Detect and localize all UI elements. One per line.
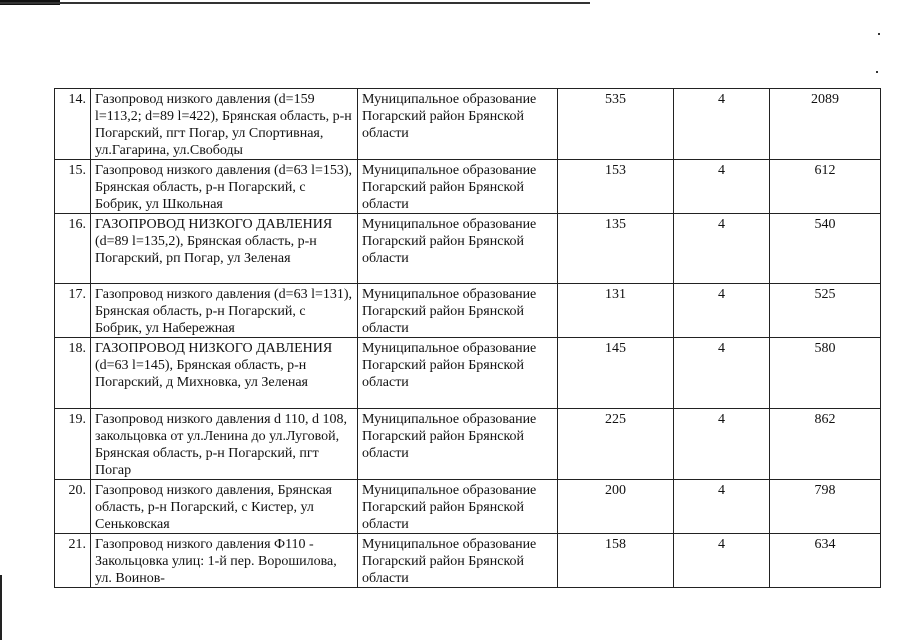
table-row — [55, 409, 881, 480]
total-value: 525 — [770, 284, 881, 338]
total-value: 540 — [770, 214, 881, 284]
owner-name: Муниципальное образование Погарский район Брянской области — [358, 160, 558, 214]
row-number: 20. — [55, 480, 91, 534]
scan-speck — [876, 71, 878, 73]
total-value: 612 — [770, 160, 881, 214]
object-name: ГАЗОПРОВОД НИЗКОГО ДАВЛЕНИЯ (d=63 l=145), Брянская область, р-н Погарский, д Михновка, ул Зеленая — [91, 338, 358, 409]
count-value: 4 — [674, 284, 770, 338]
scan-left-border — [0, 575, 2, 640]
count-value: 4 — [674, 160, 770, 214]
table-row — [55, 284, 881, 338]
row-number: 19. — [55, 409, 91, 480]
row-number: 21. — [55, 534, 91, 588]
row-number: 15. — [55, 160, 91, 214]
count-value: 4 — [674, 480, 770, 534]
length-value: 131 — [558, 284, 674, 338]
owner-name: Муниципальное образование Погарский район Брянской области — [358, 214, 558, 284]
length-value: 535 — [558, 89, 674, 160]
owner-name: Муниципальное образование Погарский район Брянской области — [358, 534, 558, 588]
length-value: 158 — [558, 534, 674, 588]
table-row — [55, 480, 881, 534]
table-row — [55, 534, 881, 588]
total-value: 798 — [770, 480, 881, 534]
object-name: Газопровод низкого давления Ф110 - Закольцовка улиц: 1-й пер. Ворошилова, ул. Воинов- — [91, 534, 358, 588]
row-number: 18. — [55, 338, 91, 409]
count-value: 4 — [674, 338, 770, 409]
scan-top-border — [0, 2, 590, 4]
object-name: Газопровод низкого давления (d=63 l=153), Брянская область, р-н Погарский, с Бобрик, ул Школьная — [91, 160, 358, 214]
row-number: 16. — [55, 214, 91, 284]
gas-pipeline-table — [54, 88, 881, 588]
count-value: 4 — [674, 89, 770, 160]
count-value: 4 — [674, 534, 770, 588]
total-value: 634 — [770, 534, 881, 588]
total-value: 2089 — [770, 89, 881, 160]
table-row — [55, 89, 881, 160]
length-value: 225 — [558, 409, 674, 480]
count-value: 4 — [674, 409, 770, 480]
object-name: ГАЗОПРОВОД НИЗКОГО ДАВЛЕНИЯ (d=89 l=135,2), Брянская область, р-н Погарский, рп Погар, ул Зеленая — [91, 214, 358, 284]
object-name: Газопровод низкого давления d 110, d 108, закольцовка от ул.Ленина до ул.Луговой, Брянская область, р-н Погарский, пгт Погар — [91, 409, 358, 480]
length-value: 153 — [558, 160, 674, 214]
count-value: 4 — [674, 214, 770, 284]
table-row — [55, 338, 881, 409]
owner-name: Муниципальное образование Погарский район Брянской области — [358, 89, 558, 160]
scan-speck — [878, 33, 880, 35]
object-name: Газопровод низкого давления (d=159 l=113,2; d=89 l=422), Брянская область, р-н Погарский, пгт Погар, ул Спортивная, ул.Гагарина, ул.Свободы — [91, 89, 358, 160]
row-number: 14. — [55, 89, 91, 160]
total-value: 580 — [770, 338, 881, 409]
total-value: 862 — [770, 409, 881, 480]
row-number: 17. — [55, 284, 91, 338]
owner-name: Муниципальное образование Погарский район Брянской области — [358, 409, 558, 480]
table-row — [55, 214, 881, 284]
owner-name: Муниципальное образование Погарский район Брянской области — [358, 338, 558, 409]
owner-name: Муниципальное образование Погарский район Брянской области — [358, 284, 558, 338]
length-value: 135 — [558, 214, 674, 284]
object-name: Газопровод низкого давления (d=63 l=131), Брянская область, р-н Погарский, с Бобрик, ул Набережная — [91, 284, 358, 338]
owner-name: Муниципальное образование Погарский район Брянской области — [358, 480, 558, 534]
length-value: 145 — [558, 338, 674, 409]
object-name: Газопровод низкого давления, Брянская область, р-н Погарский, с Кистер, ул Сеньковская — [91, 480, 358, 534]
table-row — [55, 160, 881, 214]
length-value: 200 — [558, 480, 674, 534]
